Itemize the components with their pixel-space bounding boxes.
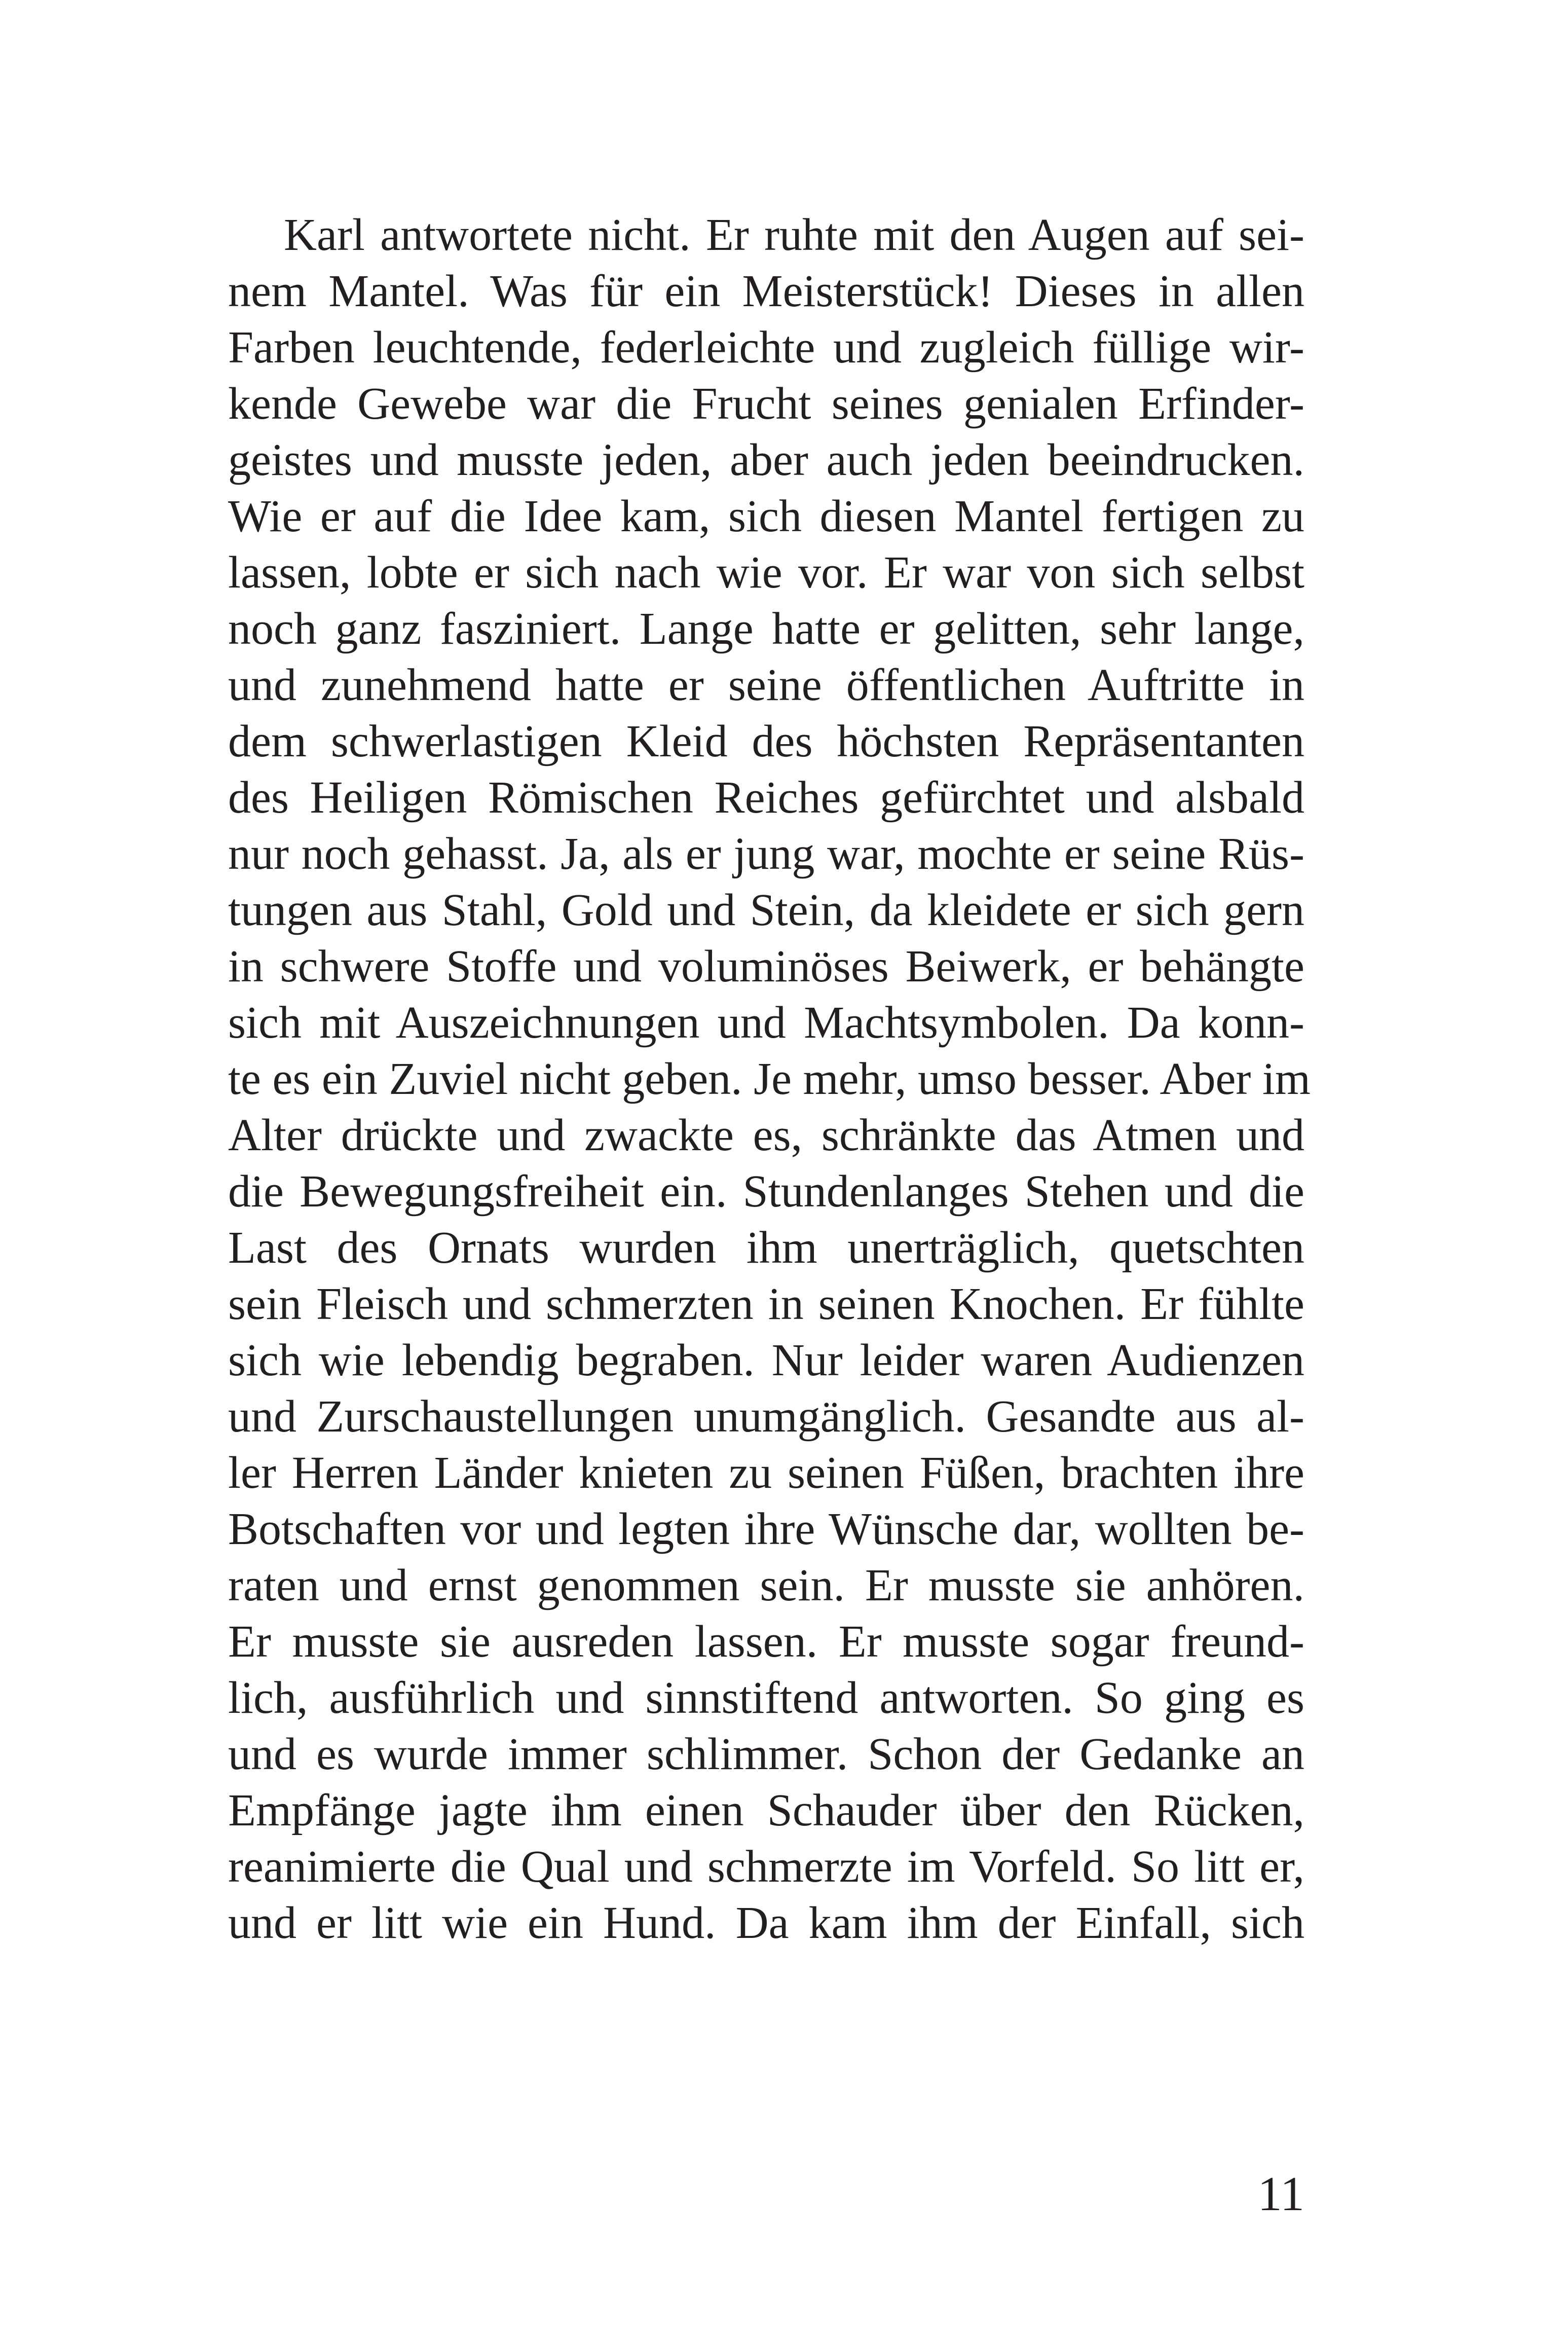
text-line: und zunehmend hatte er seine öffentlichen Auftritte in	[228, 660, 1304, 710]
text-line: nur noch gehasst. Ja, als er jung war, mochte er seine Rüs-	[228, 829, 1304, 879]
text-line: und Zurschaustellungen unumgänglich. Gesandte aus al-	[228, 1391, 1304, 1442]
text-line: Karl antwortete nicht. Er ruhte mit den Augen auf sei-	[284, 210, 1304, 260]
text-line: Er musste sie ausreden lassen. Er musste sogar freund-	[228, 1617, 1304, 1667]
text-line: Wie er auf die Idee kam, sich diesen Mantel fertigen zu	[228, 491, 1304, 541]
text-line: lassen, lobte er sich nach wie vor. Er war von sich selbst	[228, 547, 1304, 598]
text-line: und er litt wie ein Hund. Da kam ihm der Einfall, sich	[228, 1898, 1304, 1948]
text-line: Alter drückte und zwackte es, schränkte das Atmen und	[228, 1110, 1304, 1160]
text-line: die Bewegungsfreiheit ein. Stundenlanges Stehen und die	[228, 1166, 1304, 1217]
text-line: des Heiligen Römischen Reiches gefürchtet und alsbald	[228, 773, 1304, 823]
text-line: Empfänge jagte ihm einen Schauder über den Rücken,	[228, 1785, 1304, 1836]
text-line: kende Gewebe war die Frucht seines genialen Erfinder-	[228, 379, 1304, 429]
text-line: te es ein Zuviel nicht geben. Je mehr, umso besser. Aber im	[228, 1054, 1311, 1104]
text-line: nem Mantel. Was für ein Meisterstück! Dieses in allen	[228, 266, 1304, 316]
text-line: tungen aus Stahl, Gold und Stein, da kleidete er sich gern	[228, 885, 1304, 935]
text-line: Last des Ornats wurden ihm unerträglich, quetschten	[228, 1223, 1304, 1273]
text-line: lich, ausführlich und sinnstiftend antworten. So ging es	[228, 1673, 1304, 1723]
text-line: raten und ernst genommen sein. Er musste sie anhören.	[228, 1560, 1304, 1610]
text-line: geistes und musste jeden, aber auch jeden beeindrucken.	[228, 435, 1304, 485]
text-line: reanimierte die Qual und schmerzte im Vorfeld. So litt er,	[228, 1842, 1304, 1892]
text-line: in schwere Stoffe und voluminöses Beiwerk, er behängte	[228, 941, 1304, 992]
text-line: sich mit Auszeichnungen und Machtsymbolen. Da konn-	[228, 998, 1304, 1048]
page-number: 11	[1257, 2167, 1304, 2221]
text-line: Botschaften vor und legten ihre Wünsche dar, wollten be-	[228, 1504, 1304, 1554]
text-line: und es wurde immer schlimmer. Schon der Gedanke an	[228, 1729, 1304, 1779]
text-line: sich wie lebendig begraben. Nur leider waren Audienzen	[228, 1335, 1304, 1385]
text-line: noch ganz fasziniert. Lange hatte er gelitten, sehr lange,	[228, 604, 1304, 654]
text-line: ler Herren Länder knieten zu seinen Füßen, brachten ihre	[228, 1448, 1304, 1498]
text-line: sein Fleisch und schmerzten in seinen Knochen. Er fühlte	[228, 1279, 1304, 1329]
text-line: Farben leuchtende, federleichte und zugleich füllige wir-	[228, 322, 1304, 373]
body-text	[228, 207, 1311, 1951]
text-line: dem schwerlastigen Kleid des höchsten Repräsentanten	[228, 716, 1304, 766]
